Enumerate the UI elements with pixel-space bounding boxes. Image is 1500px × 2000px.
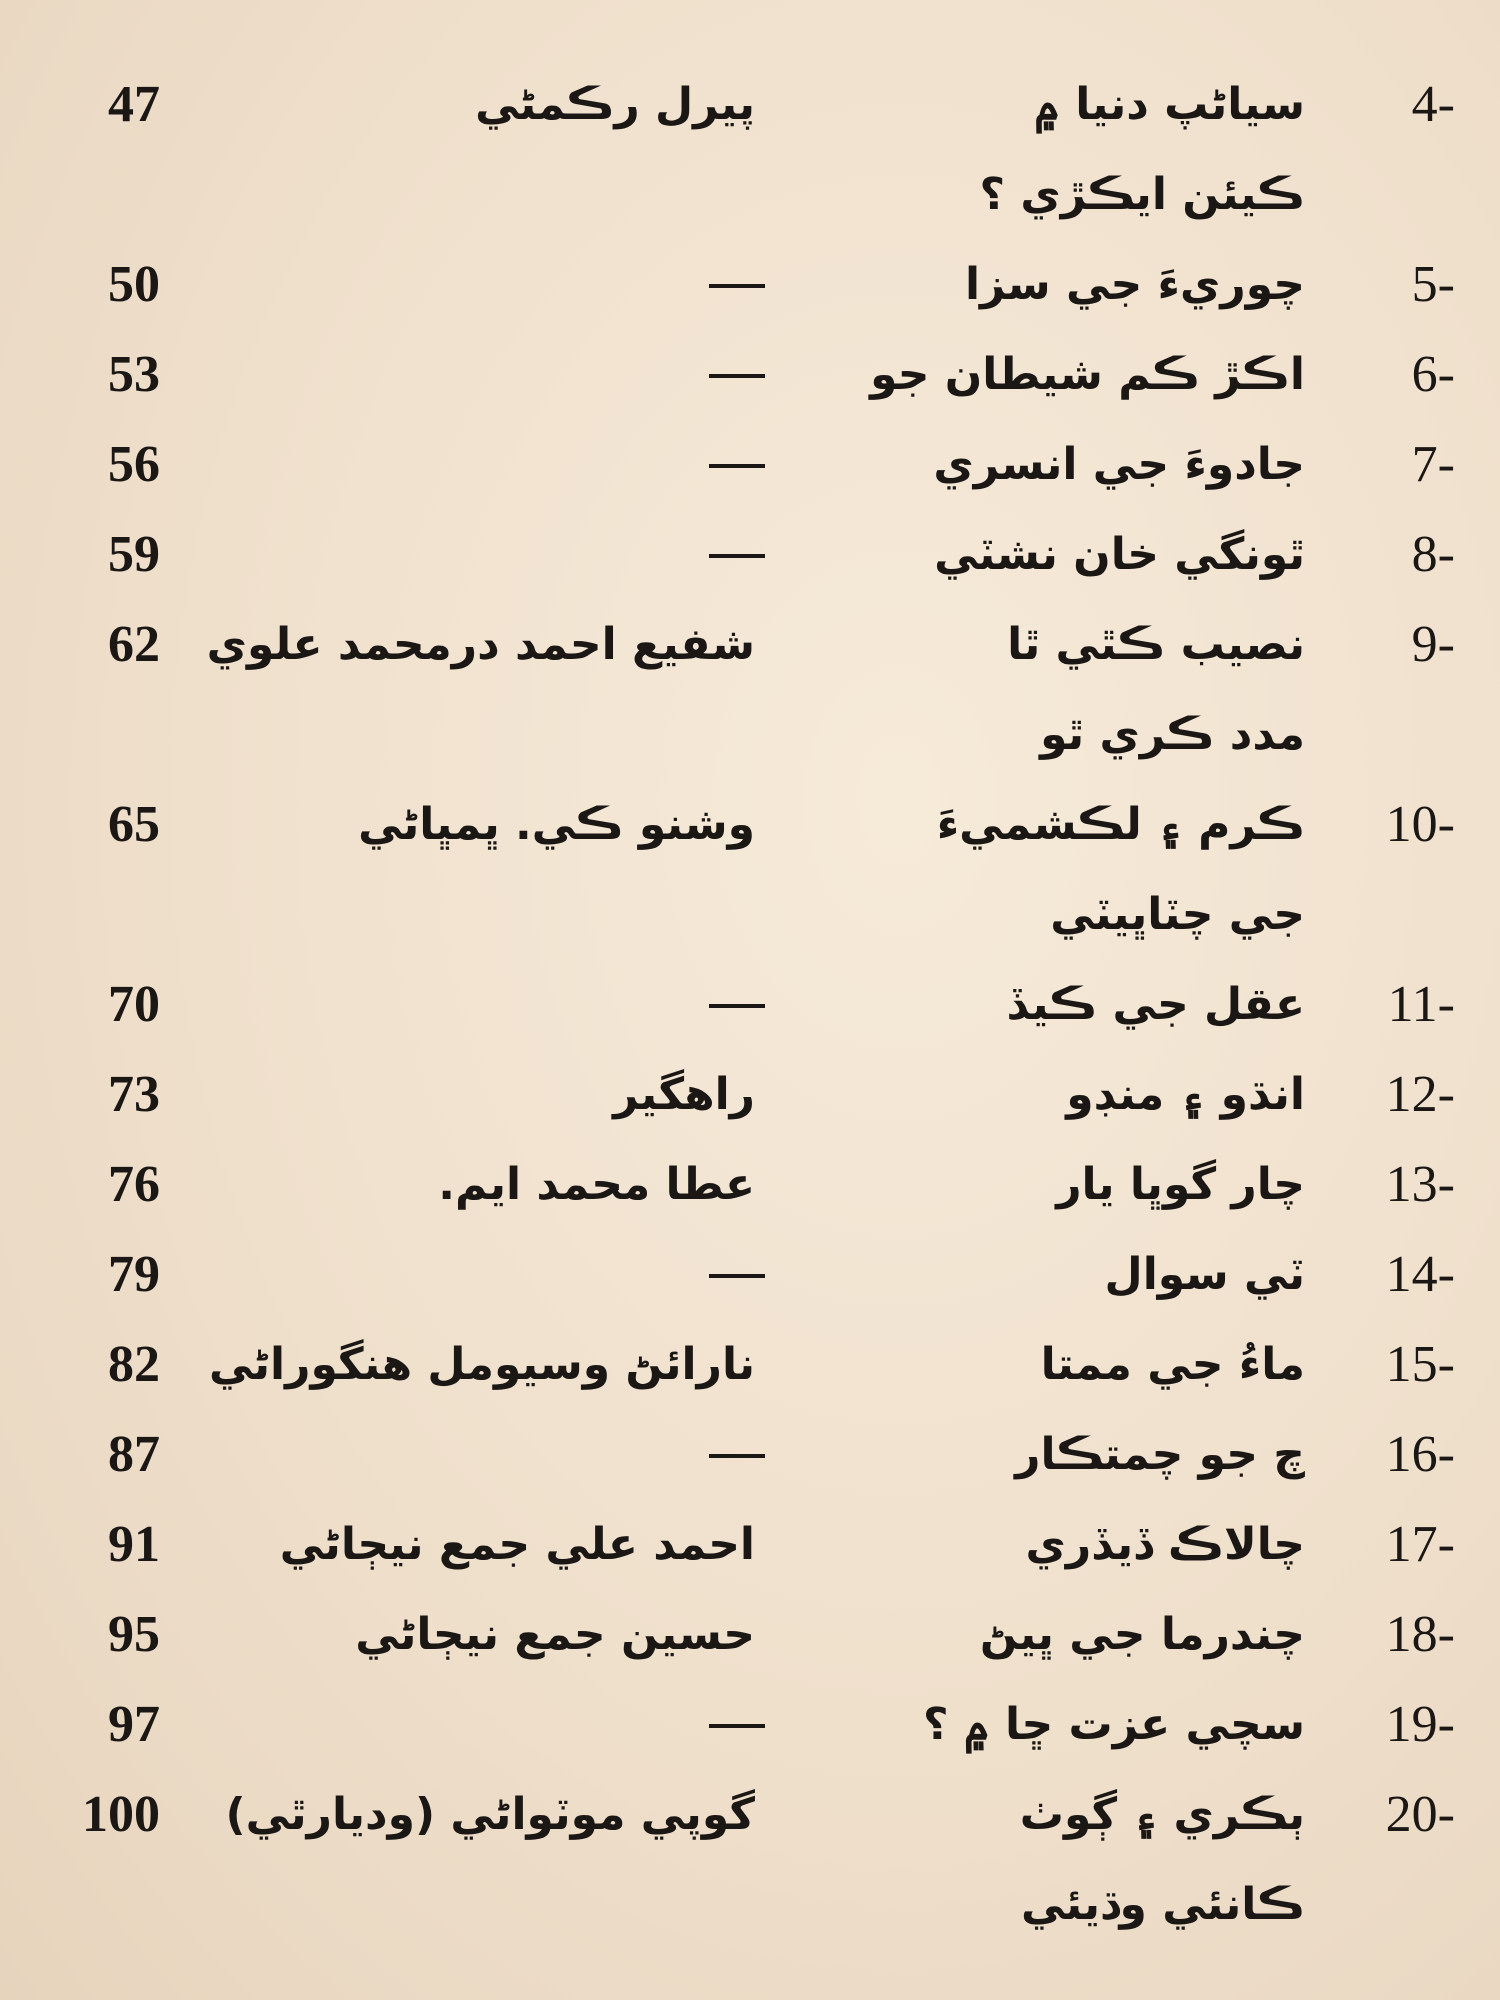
- author-dash: [709, 464, 765, 468]
- toc-entry: [0, 330, 1500, 420]
- entry-number: 15-: [1385, 1336, 1455, 1393]
- entry-author: پيرل رڪمڻي: [475, 79, 755, 130]
- entry-title: ٿونگي خان نشٽي: [934, 529, 1305, 580]
- entry-number: 19-: [1385, 1696, 1455, 1753]
- entry-page-number: 87: [108, 1426, 160, 1483]
- toc-entry: [0, 240, 1500, 330]
- entry-author: گوپي موٽواڻي (وديارٿي): [225, 1789, 755, 1840]
- toc-entry: [0, 1050, 1500, 1140]
- entry-title: چندرما جي ڀيڻ: [979, 1609, 1305, 1660]
- entry-title-continuation: ڪانئي وڌيئي: [1020, 1879, 1305, 1930]
- toc-entry: [0, 1500, 1500, 1590]
- entry-number: 9-: [1411, 616, 1455, 673]
- entry-author: نارائڻ وسيومل هنگوراڻي: [209, 1339, 755, 1390]
- entry-page-number: 53: [108, 346, 160, 403]
- entry-number: 8-: [1411, 526, 1455, 583]
- author-dash: [709, 1724, 765, 1728]
- entry-title: جادوءَ جي انسري: [933, 439, 1305, 490]
- entry-page-number: 59: [108, 526, 160, 583]
- entry-number: 5-: [1411, 256, 1455, 313]
- entry-number: 11-: [1387, 976, 1455, 1033]
- entry-title: ٽي سوال: [1104, 1249, 1305, 1300]
- entry-title: اڪڙ ڪم شيطان جو: [870, 349, 1305, 400]
- entry-number: 12-: [1385, 1066, 1455, 1123]
- author-dash: [709, 554, 765, 558]
- entry-page-number: 62: [108, 616, 160, 673]
- entry-page-number: 97: [108, 1696, 160, 1753]
- entry-title: عقل جي ڪيڏ: [1006, 979, 1305, 1030]
- entry-author: شفيع احمد درمحمد علوي: [206, 619, 755, 670]
- author-dash: [709, 374, 765, 378]
- toc-entry: [0, 1680, 1500, 1770]
- entry-page-number: 95: [108, 1606, 160, 1663]
- entry-author: حسين جمع نيڄاڻي: [355, 1609, 755, 1660]
- entry-title: سياڻپ دنيا ۾: [1034, 79, 1305, 130]
- toc-entry: [0, 1590, 1500, 1680]
- toc-entry: [0, 1320, 1500, 1410]
- entry-title: چ جو چمتڪار: [1015, 1429, 1305, 1480]
- entry-number: 16-: [1385, 1426, 1455, 1483]
- toc-entry: [0, 1230, 1500, 1320]
- entry-number: 20-: [1385, 1786, 1455, 1843]
- entry-page-number: 100: [82, 1786, 160, 1843]
- entry-title-continuation: جي چٽاڀيٽي: [1050, 889, 1305, 940]
- toc-entry: [0, 60, 1500, 240]
- entry-number: 6-: [1411, 346, 1455, 403]
- entry-title: سچي عزت ڇا ۾ ؟: [923, 1699, 1305, 1750]
- entry-title: ماءُ جي ممتا: [1040, 1339, 1305, 1390]
- entry-number: 4-: [1411, 76, 1455, 133]
- entry-title: ٻڪري ۽ ڳوٺ: [1019, 1789, 1305, 1840]
- entry-page-number: 47: [108, 76, 160, 133]
- entry-number: 7-: [1411, 436, 1455, 493]
- entry-number: 13-: [1385, 1156, 1455, 1213]
- toc-entry: [0, 960, 1500, 1050]
- author-dash: [709, 1274, 765, 1278]
- entry-page-number: 56: [108, 436, 160, 493]
- author-dash: [709, 1454, 765, 1458]
- entry-page-number: 76: [108, 1156, 160, 1213]
- entry-number: 17-: [1385, 1516, 1455, 1573]
- toc-entry: [0, 510, 1500, 600]
- entry-page-number: 73: [108, 1066, 160, 1123]
- entry-number: 18-: [1385, 1606, 1455, 1663]
- entry-title: نصيب ڪٿي ٿا: [1007, 619, 1305, 670]
- entry-title-continuation: ڪيئن ايڪڙي ؟: [979, 169, 1305, 220]
- entry-author: وشنو ڪي. ڀمڀاڻي: [358, 799, 755, 850]
- author-dash: [709, 284, 765, 288]
- entry-page-number: 91: [108, 1516, 160, 1573]
- entry-page-number: 70: [108, 976, 160, 1033]
- toc-entry: [0, 1140, 1500, 1230]
- toc-entry: [0, 1410, 1500, 1500]
- author-dash: [709, 1004, 765, 1008]
- entry-title: چالاڪ ڏيڏري: [1025, 1519, 1305, 1570]
- entry-number: 10-: [1385, 796, 1455, 853]
- entry-author: راهگير: [613, 1069, 755, 1120]
- entry-author: عطا محمد ايم.: [438, 1159, 755, 1210]
- toc-entry: [0, 780, 1500, 960]
- entry-title: چار گوڀا يار: [1056, 1159, 1305, 1210]
- entry-page-number: 50: [108, 256, 160, 313]
- toc-entry: [0, 420, 1500, 510]
- entry-author: احمد علي جمع نيڄاڻي: [279, 1519, 755, 1570]
- entry-title-continuation: مدد ڪري ٿو: [1040, 709, 1305, 760]
- entry-title: انڌو ۽ منڊو: [1066, 1069, 1305, 1120]
- toc-entry: [0, 600, 1500, 780]
- entry-page-number: 82: [108, 1336, 160, 1393]
- entry-title: ڪرم ۽ لڪشميءَ: [936, 799, 1305, 850]
- entry-title: چوريءَ جي سزا: [964, 259, 1305, 310]
- entry-page-number: 65: [108, 796, 160, 853]
- entry-page-number: 79: [108, 1246, 160, 1303]
- toc-entry: [0, 1770, 1500, 1950]
- table-of-contents: [0, 60, 1500, 1950]
- entry-number: 14-: [1385, 1246, 1455, 1303]
